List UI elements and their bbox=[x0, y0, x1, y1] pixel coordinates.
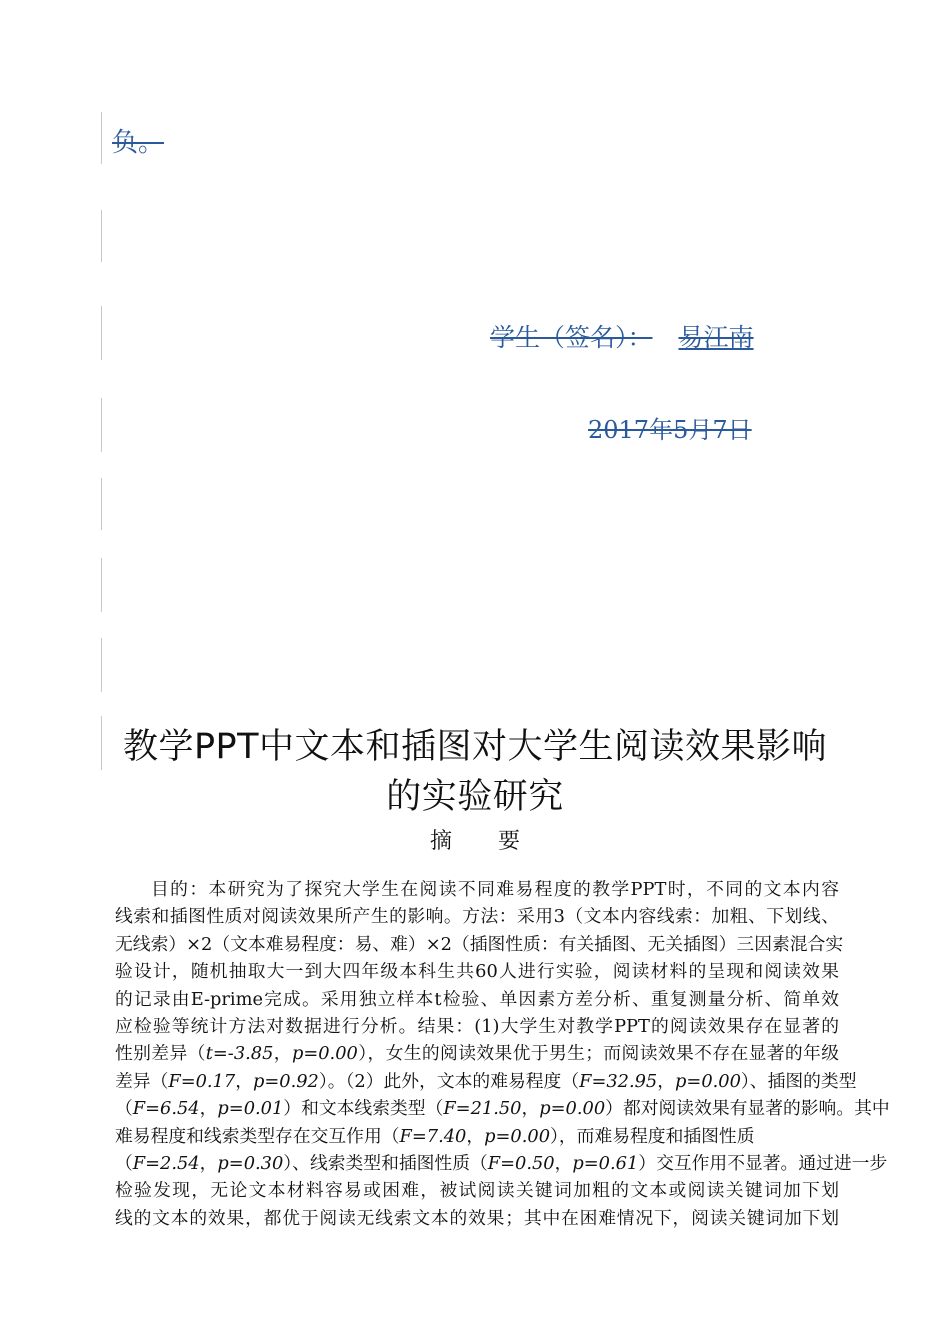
signature-date: 2017年5月7日 bbox=[588, 416, 752, 444]
abstract-line: 线索和插图性质对阅读效果所产生的影响。方法：采用3（文本内容线索：加粗、下划线、 bbox=[115, 906, 839, 928]
abstract-line: 线的文本的效果，都优于阅读无线索文本的效果；其中在困难情况下，阅读关键词加下划 bbox=[115, 1207, 839, 1229]
abstract-line: 检验发现，无论文本材料容易或困难，被试阅读关键词加粗的文本或阅读关键词加下划 bbox=[115, 1180, 839, 1202]
change-bar bbox=[101, 306, 102, 360]
change-bar bbox=[101, 478, 102, 530]
abstract-line: （F=2.54，p=0.30）、线索类型和插图性质（F=0.50，p=0.61）交互作用不显著。通过进一步 bbox=[115, 1152, 888, 1174]
change-bar bbox=[101, 638, 102, 692]
abstract-line: 无线索）×2（文本难易程度：易、难）×2（插图性质：有关插图、无关插图）三因素混合实 bbox=[115, 933, 844, 955]
abstract-line: 难易程度和线索类型存在交互作用（F=7.40，p=0.00），而难易程度和插图性质 bbox=[115, 1125, 755, 1147]
change-bar bbox=[101, 112, 102, 164]
abstract-line: （F=6.54，p=0.01）和文本线索类型（F=21.50，p=0.00）都对阅读效果有显著的影响。其中 bbox=[115, 1098, 890, 1120]
signature-line bbox=[490, 318, 754, 354]
deleted-text: 负。 bbox=[112, 128, 165, 158]
abstract-line: 性别差异（t=-3.85，p=0.00），女生的阅读效果优于男生；而阅读效果不存在显著的年级 bbox=[115, 1043, 839, 1065]
abstract-body bbox=[115, 876, 890, 1232]
abstract-line: 验设计，随机抽取大一到大四年级本科生共60人进行实验，阅读材料的呈现和阅读效果 bbox=[115, 961, 839, 983]
change-bar bbox=[101, 398, 102, 452]
signature-name: 易江南 bbox=[678, 323, 754, 352]
change-bar bbox=[101, 558, 102, 612]
abstract-line: 目的：本研究为了探究大学生在阅读不同难易程度的教学PPT时，不同的文本内容 bbox=[151, 879, 839, 900]
thesis-title: 教学PPT中文本和插图对大学生阅读效果影响的实验研究 bbox=[122, 727, 828, 817]
change-bar bbox=[101, 210, 102, 262]
abstract-line: 应检验等统计方法对数据进行分析。结果：(1)大学生对教学PPT的阅读效果存在显著的 bbox=[115, 1015, 839, 1037]
abstract-line: 差异（F=0.17，p=0.92）。（2）此外，文本的难易程度（F=32.95，p=0.00）、插图的类型 bbox=[115, 1070, 857, 1092]
change-bar bbox=[101, 716, 102, 770]
signature-label: 学生（签名）： bbox=[490, 323, 653, 352]
abstract-line: 的记录由E-prime完成。采用独立样本t检验、单因素方差分析、重复测量分析、简单效 bbox=[115, 988, 839, 1010]
abstract-heading: 摘要 bbox=[429, 829, 566, 854]
